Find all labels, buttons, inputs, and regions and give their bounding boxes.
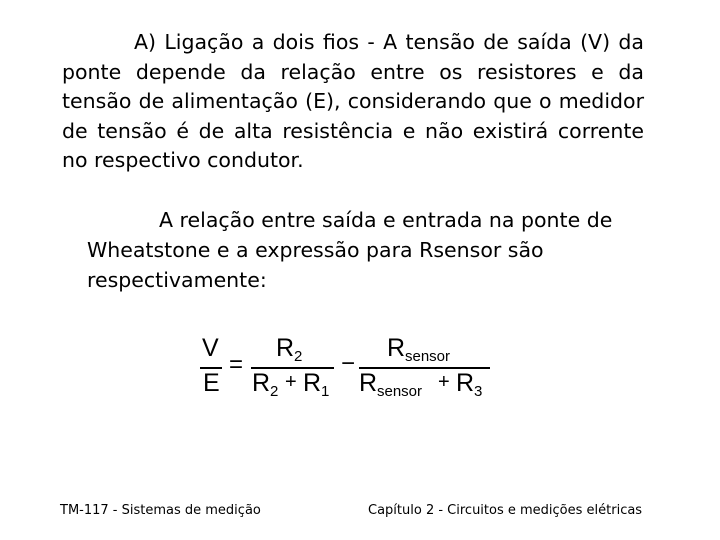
formula-f2-denominator-a: R — [359, 369, 378, 397]
formula-f2-denominator-b-sub: 3 — [474, 383, 483, 400]
formula-lhs-denominator: E — [203, 369, 220, 397]
formula-minus: − — [341, 350, 356, 377]
footer-course-title: TM-117 - Sistemas de medição — [60, 503, 261, 518]
formula-f1-denominator-a-sub: 2 — [270, 383, 279, 400]
paragraph-wheatstone-relation: A relação entre saída e entrada na ponte de Wheatstone e a expressão para Rsensor são respectivamente: — [87, 208, 613, 292]
formula-f1-denominator-b-sub: 1 — [321, 383, 330, 400]
paragraph-two-wire-connection: A) Ligação a dois fios - A tensão de saída (V) da ponte depende da relação entre os resistores e da tensão de alimentação (E), considerando que o medidor de tensão é de alta resistência e não existirá corrente no respectivo condutor. — [62, 30, 644, 173]
formula-f1-numerator: R — [276, 334, 295, 362]
formula-f2-numerator-sub: sensor — [405, 348, 451, 365]
formula-f1-numerator-sub: 2 — [294, 348, 303, 365]
formula-f2-denominator-a-sub: sensor — [377, 383, 423, 400]
formula-f1-denominator-b: R — [303, 369, 322, 397]
formula-f2-numerator: R — [387, 334, 406, 362]
formula-plus-1: + — [285, 371, 297, 393]
footer-chapter-title: Capítulo 2 - Circuitos e medições elétricas — [368, 503, 643, 518]
formula-f1-denominator-a: R — [252, 369, 271, 397]
formula-f2-denominator-b: R — [456, 369, 475, 397]
formula-plus-2: + — [438, 371, 450, 393]
formula-lhs-numerator: V — [202, 334, 219, 362]
formula-equals: = — [229, 351, 244, 378]
